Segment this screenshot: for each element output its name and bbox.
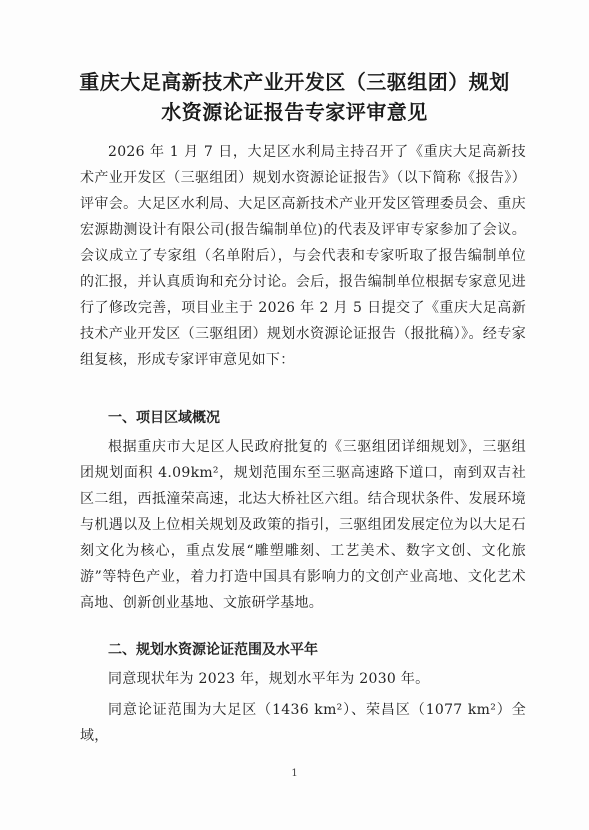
document-title-line-1: 重庆大足高新技术产业开发区（三驱组团）规划 bbox=[79, 70, 510, 94]
project-overview-paragraph: 根据重庆市大足区人民政府批复的《三驱组团详细规划》，三驱组团规划面积 4.09km²，规划范围东至三驱高速路下道口，南到双吉社区二组，西抵潼荣高速，北达大桥社区六组。结合现状条件、发展环境与机遇以及上位相关规划及政策的指引，三驱组团发展定位为以大足石刻文化为核心，重点发展“雕塑雕刻、工艺美术、数字文创、文化旅游”等特色产业，着力打造中国具有影响力的文创产业高地、文化艺术高地、创新创业基地、文旅研学基地。 bbox=[80, 439, 526, 611]
section-heading-project-overview: 一、项目区域概况 bbox=[108, 410, 220, 426]
page-number: 1 bbox=[291, 768, 298, 779]
scope-paragraph: 同意论证范围为大足区（1436 km²）、荣昌区（1077 km²）全域， bbox=[80, 702, 526, 744]
intro-paragraph: 2026 年 1 月 7 日，大足区水利局主持召开了《重庆大足高新技术产业开发区（三驱组团）规划水资源论证报告》（以下简称《报告》）评审会。大足区水利局、大足区高新技术产业开发区管理委员会、重庆宏源勘测设计有限公司(报告编制单位)的代表及评审专家参加了会议。会议成立了专家组（名单附后），与会代表和专家听取了报告编制单位的汇报，并认真质询和充分讨论。会后，报告编制单位根据专家意见进行了修改完善，项目业主于 2026 年 2 月 5 日提交了《重庆大足高新技术产业开发区（三驱组团）规划水资源论证报告（报批稿）》。经专家组复核，形成专家评审意见如下： bbox=[80, 144, 526, 368]
document-title-line-2: 水资源论证报告专家评审意见 bbox=[161, 100, 428, 124]
section-heading-scope-and-years: 二、规划水资源论证范围及水平年 bbox=[108, 642, 318, 658]
planning-years-paragraph: 同意现状年为 2023 年，规划水平年为 2030 年。 bbox=[108, 671, 430, 687]
